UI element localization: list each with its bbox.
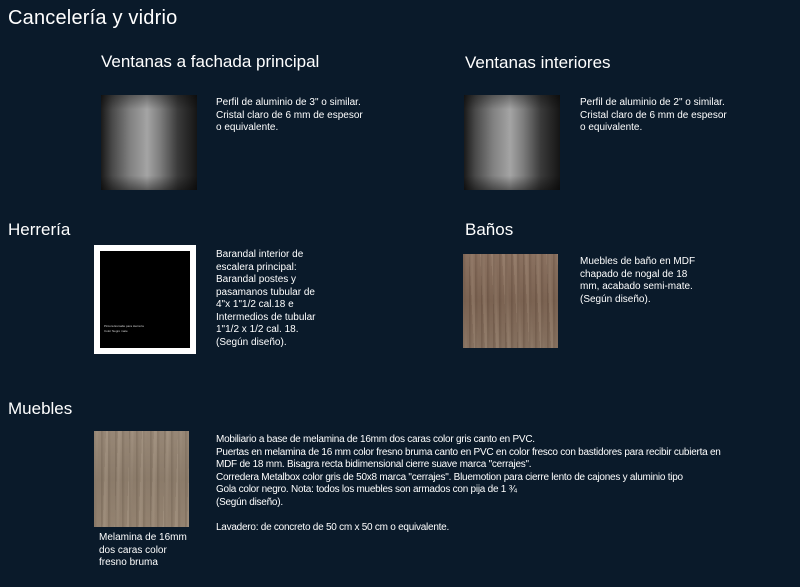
swatch-caption: Color Negro mate	[104, 329, 128, 333]
description-line: Barandal interior de	[216, 249, 304, 260]
black-paint-sample	[100, 251, 190, 348]
black-paint-swatch	[94, 245, 196, 354]
description-line: (Según diseño).	[216, 336, 287, 348]
description-line: Mobiliario a base de melamina de 16mm dos caras color gris canto en PVC.	[216, 434, 535, 445]
description-line: (Según diseño).	[580, 293, 651, 305]
description-line: o equivalente.	[580, 122, 643, 133]
description-line: Lavadero: de concreto de 50 cm x 50 cm o equivalente.	[216, 521, 450, 533]
section-heading-muebles: Muebles	[8, 399, 73, 418]
description-line: Cristal claro de 6 mm de espesor	[580, 109, 727, 121]
description-line: 1"1/2 x 1/2 cal. 18.	[216, 324, 299, 335]
swatch-caption: Pintura Esmalte para Herrería	[104, 324, 144, 328]
description-line: MDF de 18 mm. Bisagra recta bidimensional cierre suave marca "cerrajes".	[216, 459, 532, 470]
description-line: Corredera Metalbox color gris de 50x8 marca "cerrajes". Bluemotion para cierre lento de cajones y aluminio tipo	[216, 471, 683, 483]
description-line: chapado de nogal de 18	[580, 268, 688, 280]
description-line: o equivalente.	[216, 122, 279, 133]
wood-fresno-swatch	[94, 431, 189, 527]
ventanas-interiores-description	[580, 97, 755, 135]
description-line: 4"x 1"1/2 cal.18 e	[216, 299, 294, 310]
section-heading-ventanas-fachada: Ventanas a fachada principal	[101, 52, 320, 71]
description-line: Muebles de baño en MDF	[580, 256, 696, 267]
muebles-description	[216, 434, 776, 534]
description-line: (Según diseño).	[216, 496, 283, 508]
page-title: Cancelería y vidrio	[8, 7, 178, 29]
description-line: Puertas en melamina de 16 mm color fresno bruma canto en PVC en color fresco con bastidores para recibir cubierta en	[216, 446, 721, 458]
description-line: escalera principal:	[216, 261, 297, 273]
description-line: pasamanos tubular de	[216, 286, 315, 298]
description-spacer	[216, 509, 776, 522]
caption-line: fresno bruma	[99, 557, 158, 568]
description-line: Intermedios de tubular	[216, 311, 316, 323]
description-line: Perfil de aluminio de 2" o similar.	[580, 97, 725, 108]
caption-line: Melamina de 16mm	[99, 532, 187, 543]
muebles-swatch-caption	[99, 532, 191, 570]
description-line: Barandal postes y	[216, 274, 297, 285]
section-heading-herreria: Herrería	[8, 220, 71, 239]
aluminum-profile-swatch	[101, 95, 197, 190]
banos-description	[580, 256, 710, 306]
aluminum-profile-swatch	[464, 95, 560, 190]
description-line: Cristal claro de 6 mm de espesor	[216, 109, 363, 121]
section-heading-banos: Baños	[465, 220, 514, 239]
wood-nogal-swatch	[463, 254, 558, 348]
description-line: Gola color negro. Nota: todos los muebles son armados con pija de 1 ¾	[216, 484, 517, 495]
ventanas-fachada-description	[216, 97, 391, 135]
herreria-description	[216, 249, 329, 349]
description-line: Perfil de aluminio de 3" o similar.	[216, 97, 361, 108]
caption-line: dos caras color	[99, 544, 167, 556]
section-heading-ventanas-interiores: Ventanas interiores	[465, 53, 611, 72]
description-line: mm, acabado semi-mate.	[580, 281, 693, 292]
